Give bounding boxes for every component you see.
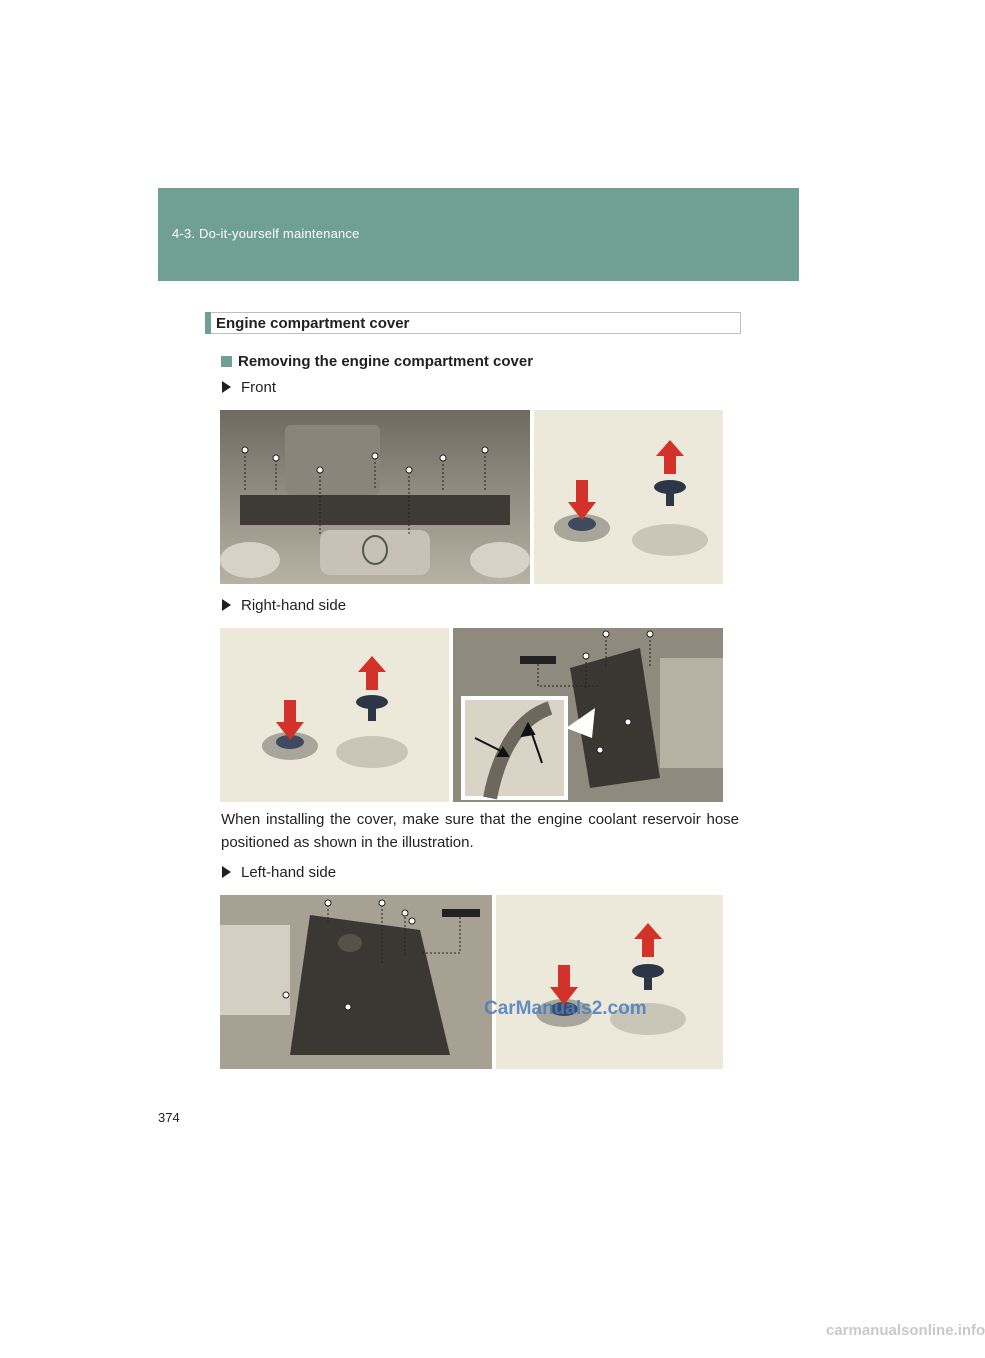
section-accent xyxy=(205,312,211,334)
figure-left xyxy=(220,895,723,1069)
triangle-bullet-icon xyxy=(222,866,231,878)
subheading xyxy=(221,353,533,370)
filler-cap xyxy=(338,934,362,952)
figure-right xyxy=(220,628,723,802)
clip-side-view xyxy=(442,909,480,917)
clip-detail-panel xyxy=(220,628,449,802)
bullet-front-text: Front xyxy=(241,379,277,396)
clip-detail-panel xyxy=(534,410,723,584)
figure-front xyxy=(220,410,723,584)
engine-cover xyxy=(240,495,510,525)
clip-hole-right xyxy=(336,736,408,768)
header-section-label: 4-3. Do-it-yourself maintenance xyxy=(172,226,360,241)
section-title: Engine compartment cover xyxy=(216,315,410,332)
engine-block xyxy=(285,425,380,495)
subheading-text: Removing the engine compartment cover xyxy=(238,353,534,370)
clip-detail-panel xyxy=(496,895,723,1069)
right-headlight xyxy=(470,542,530,578)
bullet-right xyxy=(222,597,346,614)
clip-stem xyxy=(644,974,652,990)
engine-block xyxy=(660,658,723,768)
triangle-bullet-icon xyxy=(222,599,231,611)
watermark-carmanuals: CarManuals2.com xyxy=(484,998,647,1019)
watermark-footer: carmanualsonline.info xyxy=(826,1322,985,1339)
install-note: When installing the cover, make sure that the engine coolant reservoir hose positioned as shown in the illustration. xyxy=(221,811,739,851)
triangle-bullet-icon xyxy=(222,381,231,393)
page-number: 374 xyxy=(158,1110,180,1125)
clip-side-view xyxy=(520,656,556,664)
bullet-left xyxy=(222,864,336,881)
left-headlight xyxy=(220,542,280,578)
section-title-bar xyxy=(205,312,741,334)
clip-hole-right xyxy=(632,524,708,556)
engine-block xyxy=(220,925,290,1015)
page-header xyxy=(158,188,799,281)
clip-stem xyxy=(368,705,376,721)
square-bullet-icon xyxy=(221,356,232,367)
bullet-right-text: Right-hand side xyxy=(241,597,347,614)
bullet-left-text: Left-hand side xyxy=(241,864,337,881)
clip-stem xyxy=(666,490,674,506)
bullet-front xyxy=(222,379,276,396)
